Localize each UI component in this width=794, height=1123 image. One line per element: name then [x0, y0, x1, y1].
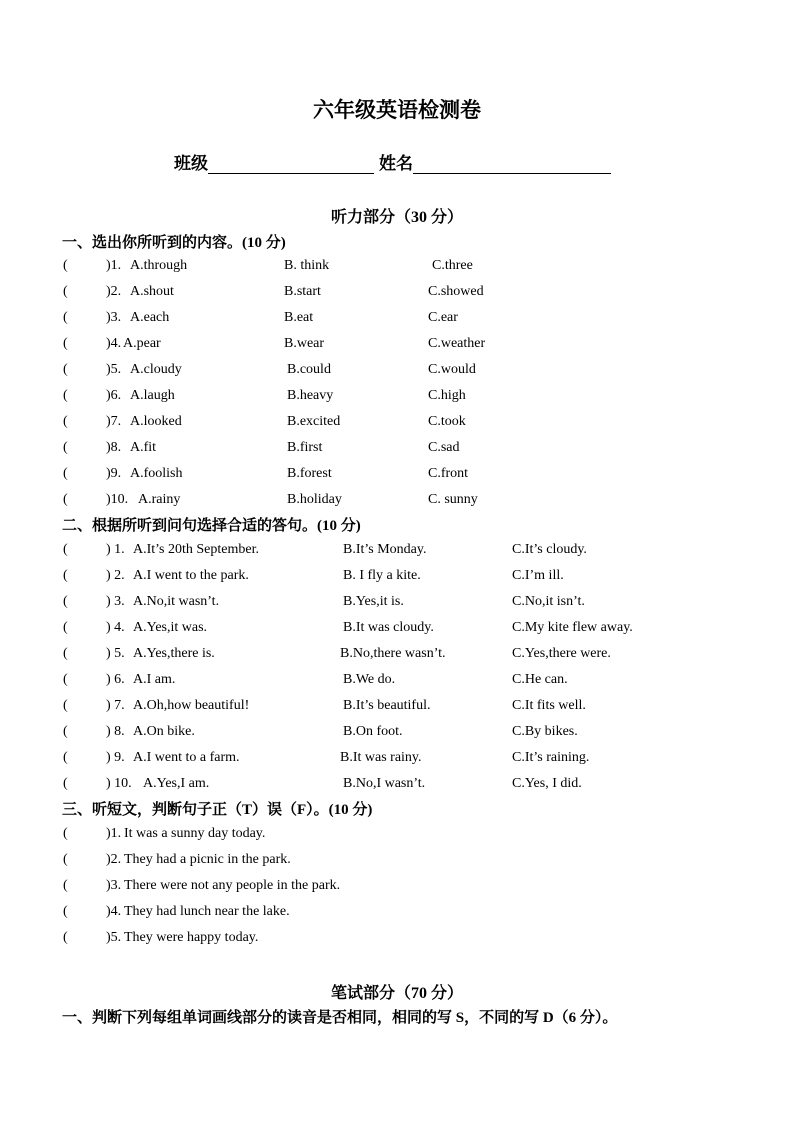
statement-text: They had lunch near the lake. — [124, 904, 290, 919]
option-a: A.through — [130, 258, 188, 273]
option-b: B.No,there wasn’t. — [340, 646, 446, 661]
question-number: ) 9. — [106, 750, 125, 765]
option-c: C. sunny — [428, 492, 478, 507]
answer-bracket[interactable]: ( — [63, 646, 68, 661]
option-b: B.wear — [284, 336, 325, 351]
option-c: C.I’m ill. — [512, 568, 564, 583]
question-number: )4. — [106, 904, 122, 919]
option-b: B.first — [287, 440, 323, 455]
name-field — [379, 149, 611, 174]
statement-text: There were not any people in the park. — [124, 878, 341, 893]
answer-bracket[interactable]: ( — [63, 310, 68, 325]
listening-section2-heading: 二、根据所听到问句选择合适的答句。(10 分) — [62, 518, 361, 534]
question-number: )1. — [106, 258, 122, 273]
option-b: B.It’s Monday. — [343, 542, 427, 557]
question-number: ) 6. — [106, 672, 125, 687]
option-c: C.He can. — [512, 672, 568, 687]
option-a: A.foolish — [130, 466, 183, 481]
option-a: A.Yes,it was. — [133, 620, 208, 635]
question-number: )9. — [106, 466, 122, 481]
option-b: B.It was rainy. — [340, 750, 422, 765]
option-c: C.front — [428, 466, 469, 481]
question-number: )4. — [106, 336, 122, 351]
option-a: A.cloudy — [130, 362, 182, 377]
option-a: A.Oh,how beautiful! — [133, 698, 250, 713]
page-title: 六年级英语检测卷 — [313, 98, 481, 122]
answer-bracket[interactable]: ( — [63, 904, 68, 919]
option-b: B.It’s beautiful. — [343, 698, 431, 713]
written-section1-heading: 一、判断下列每组单词画线部分的读音是否相同，相同的写 S，不同的写 D（6 分）。 — [62, 1010, 618, 1026]
question-number: )10. — [106, 492, 129, 507]
option-a: A.No,it wasn’t. — [133, 594, 220, 609]
answer-bracket[interactable]: ( — [63, 542, 68, 557]
answer-bracket[interactable]: ( — [63, 440, 68, 455]
option-b: B. think — [284, 258, 330, 273]
option-a: A.rainy — [138, 492, 181, 507]
option-c: C.By bikes. — [512, 724, 578, 739]
option-b: B.Yes,it is. — [343, 594, 404, 609]
statement-text: It was a sunny day today. — [124, 826, 266, 841]
question-number: )2. — [106, 852, 122, 867]
question-number: ) 1. — [106, 542, 125, 557]
question-number: ) 8. — [106, 724, 125, 739]
option-b: B.heavy — [287, 388, 334, 403]
question-number: ) 3. — [106, 594, 125, 609]
class-field — [174, 149, 374, 174]
answer-bracket[interactable]: ( — [63, 388, 68, 403]
option-c: C.would — [428, 362, 476, 377]
question-number: ) 7. — [106, 698, 125, 713]
option-b: B.holiday — [287, 492, 342, 507]
option-c: C.weather — [428, 336, 486, 351]
option-a: A.Yes,there is. — [133, 646, 215, 661]
listening-section1-heading: 一、选出你所听到的内容。(10 分) — [62, 235, 286, 251]
question-number: ) 5. — [106, 646, 125, 661]
answer-bracket[interactable]: ( — [63, 620, 68, 635]
question-number: )3. — [106, 878, 122, 893]
question-number: )6. — [106, 388, 122, 403]
name-label: 姓名 — [379, 154, 413, 173]
answer-bracket[interactable]: ( — [63, 362, 68, 377]
question-number: )5. — [106, 362, 122, 377]
option-a: A.I went to a farm. — [133, 750, 240, 765]
answer-bracket[interactable]: ( — [63, 414, 68, 429]
answer-bracket[interactable]: ( — [63, 258, 68, 273]
question-number: )2. — [106, 284, 122, 299]
answer-bracket[interactable]: ( — [63, 672, 68, 687]
question-number: )1. — [106, 826, 122, 841]
option-b: B.excited — [287, 414, 341, 429]
answer-bracket[interactable]: ( — [63, 594, 68, 609]
answer-bracket[interactable]: ( — [63, 336, 68, 351]
option-c: C.No,it isn’t. — [512, 594, 585, 609]
question-number: ) 10. — [106, 776, 132, 791]
option-a: A.Yes,I am. — [143, 776, 210, 791]
option-b: B.could — [287, 362, 331, 377]
option-b: B.On foot. — [343, 724, 403, 739]
option-c: C.sad — [428, 440, 460, 455]
option-c: C.It’s raining. — [512, 750, 590, 765]
answer-bracket[interactable]: ( — [63, 724, 68, 739]
answer-bracket[interactable]: ( — [63, 466, 68, 481]
question-number: )5. — [106, 930, 122, 945]
option-a: A.I went to the park. — [133, 568, 249, 583]
name-blank[interactable] — [413, 154, 611, 174]
question-number: ) 4. — [106, 620, 125, 635]
option-a: A.each — [130, 310, 170, 325]
answer-bracket[interactable]: ( — [63, 852, 68, 867]
option-b: B. I fly a kite. — [343, 568, 421, 583]
option-a: A.shout — [130, 284, 174, 299]
option-a: A.fit — [130, 440, 157, 455]
answer-bracket[interactable]: ( — [63, 698, 68, 713]
option-c: C.Yes, I did. — [512, 776, 582, 791]
answer-bracket[interactable]: ( — [63, 750, 68, 765]
option-b: B.We do. — [343, 672, 396, 687]
option-b: B.eat — [284, 310, 314, 325]
class-blank[interactable] — [208, 154, 374, 174]
option-c: C.It fits well. — [512, 698, 586, 713]
question-number: )7. — [106, 414, 122, 429]
option-b: B.It was cloudy. — [343, 620, 434, 635]
option-a: A.laugh — [130, 388, 175, 403]
option-b: B.forest — [287, 466, 332, 481]
option-c: C.My kite flew away. — [512, 620, 633, 635]
option-b: B.start — [284, 284, 321, 299]
question-number: ) 2. — [106, 568, 125, 583]
answer-bracket[interactable]: ( — [63, 930, 68, 945]
option-c: C.Yes,there were. — [512, 646, 611, 661]
question-number: )3. — [106, 310, 122, 325]
option-a: A.pear — [123, 336, 161, 351]
option-a: A.On bike. — [133, 724, 195, 739]
option-a: A.looked — [130, 414, 182, 429]
option-c: C.three — [432, 258, 473, 273]
option-c: C.It’s cloudy. — [512, 542, 587, 557]
option-c: C.took — [428, 414, 466, 429]
listening-section3-heading: 三、听短文，判断句子正（T）误（F）。(10 分) — [62, 802, 373, 818]
option-b: B.No,I wasn’t. — [343, 776, 426, 791]
option-c: C.showed — [428, 284, 484, 299]
answer-bracket[interactable]: ( — [63, 878, 68, 893]
option-c: C.ear — [428, 310, 458, 325]
answer-bracket[interactable]: ( — [63, 492, 68, 507]
answer-bracket[interactable]: ( — [63, 284, 68, 299]
answer-bracket[interactable]: ( — [63, 776, 68, 791]
option-a: A.It’s 20th September. — [133, 542, 259, 557]
listening-part-title: 听力部分（30 分） — [330, 209, 463, 226]
class-label: 班级 — [174, 154, 208, 173]
statement-text: They were happy today. — [124, 930, 259, 945]
question-number: )8. — [106, 440, 122, 455]
option-c: C.high — [428, 388, 466, 403]
option-a: A.I am. — [133, 672, 176, 687]
answer-bracket[interactable]: ( — [63, 826, 68, 841]
statement-text: They had a picnic in the park. — [124, 852, 291, 867]
written-part-title: 笔试部分（70 分） — [330, 985, 463, 1002]
answer-bracket[interactable]: ( — [63, 568, 68, 583]
